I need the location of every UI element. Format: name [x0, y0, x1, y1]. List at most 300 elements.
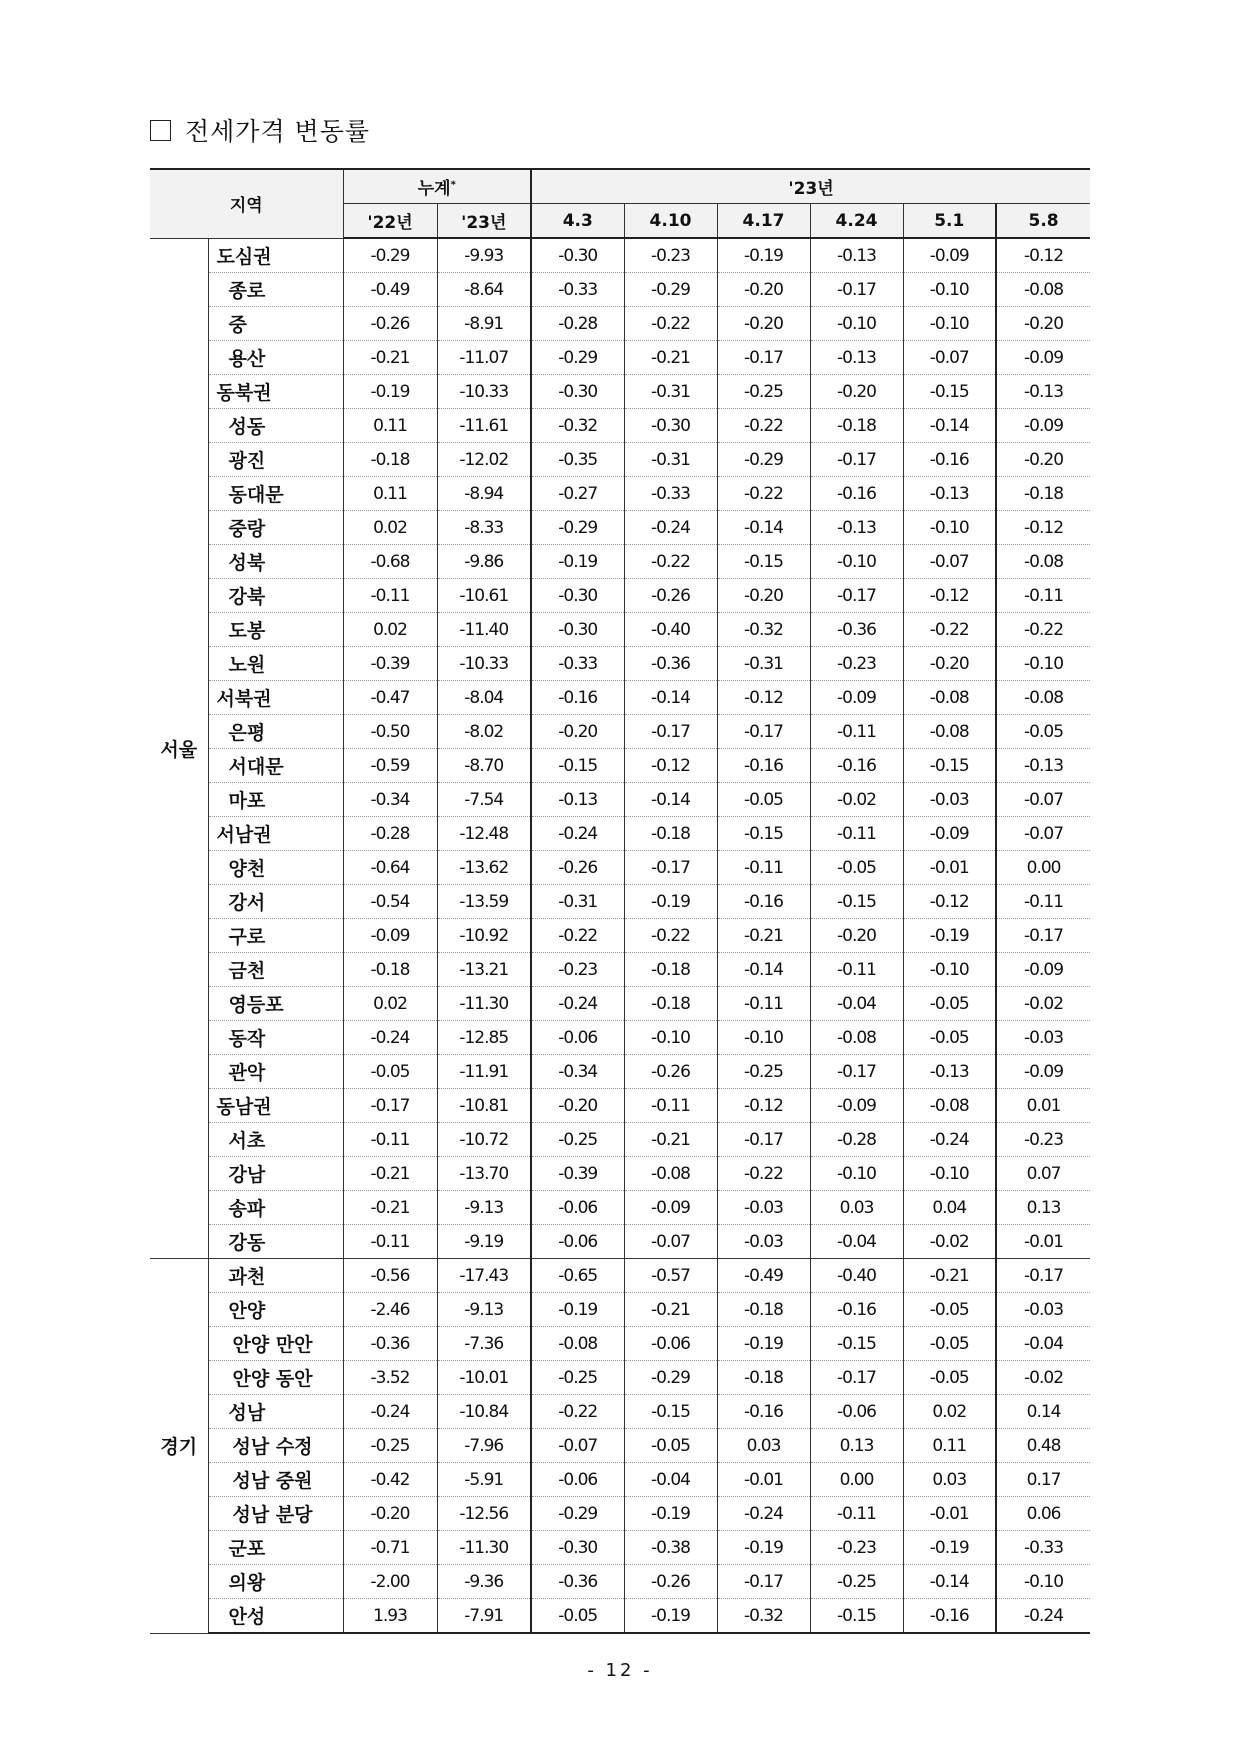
- value-cell: -7.36: [437, 1327, 531, 1361]
- header-col-0: '22년: [343, 204, 437, 239]
- value-cell: -0.12: [624, 749, 717, 783]
- value-cell: -7.54: [437, 783, 531, 817]
- district-name: 성동: [208, 409, 343, 443]
- value-cell: -0.05: [624, 1429, 717, 1463]
- value-cell: -0.08: [624, 1157, 717, 1191]
- value-cell: -0.17: [810, 579, 903, 613]
- district-name: 과천: [208, 1259, 343, 1293]
- value-cell: -0.18: [717, 1293, 810, 1327]
- district-name: 마포: [208, 783, 343, 817]
- table-row: [150, 1361, 1090, 1395]
- value-cell: -0.22: [717, 1157, 810, 1191]
- value-cell: -0.22: [624, 307, 717, 341]
- value-cell: -0.20: [996, 443, 1090, 477]
- table-row: [150, 613, 1090, 647]
- value-cell: -0.05: [903, 987, 996, 1021]
- value-cell: -0.08: [996, 681, 1090, 715]
- value-cell: -10.72: [437, 1123, 531, 1157]
- value-cell: 0.04: [903, 1191, 996, 1225]
- value-cell: -0.26: [624, 579, 717, 613]
- value-cell: 0.13: [996, 1191, 1090, 1225]
- header-col-7: 5.8: [996, 204, 1090, 239]
- value-cell: -0.50: [343, 715, 437, 749]
- value-cell: -0.14: [903, 409, 996, 443]
- header-year23: '23년: [531, 169, 1090, 204]
- district-name: 강서: [208, 885, 343, 919]
- value-cell: -0.01: [717, 1463, 810, 1497]
- value-cell: -0.20: [810, 375, 903, 409]
- value-cell: -0.02: [810, 783, 903, 817]
- district-name: 성남: [208, 1395, 343, 1429]
- value-cell: -0.42: [343, 1463, 437, 1497]
- table-row: [150, 851, 1090, 885]
- value-cell: -11.30: [437, 987, 531, 1021]
- value-cell: -0.12: [996, 511, 1090, 545]
- value-cell: -0.36: [810, 613, 903, 647]
- value-cell: -0.14: [717, 953, 810, 987]
- value-cell: -0.16: [717, 749, 810, 783]
- value-cell: -12.02: [437, 443, 531, 477]
- value-cell: -0.09: [996, 341, 1090, 375]
- value-cell: -0.24: [717, 1497, 810, 1531]
- value-cell: -10.61: [437, 579, 531, 613]
- table-row: [150, 1191, 1090, 1225]
- table-row: [150, 1429, 1090, 1463]
- value-cell: -0.15: [810, 1599, 903, 1634]
- value-cell: 0.03: [717, 1429, 810, 1463]
- value-cell: -0.11: [624, 1089, 717, 1123]
- page-number: - 12 -: [587, 1660, 653, 1681]
- value-cell: -0.18: [624, 817, 717, 851]
- table-row: [150, 341, 1090, 375]
- value-cell: -0.20: [996, 307, 1090, 341]
- value-cell: -0.09: [810, 681, 903, 715]
- value-cell: 0.03: [810, 1191, 903, 1225]
- value-cell: -0.27: [531, 477, 624, 511]
- value-cell: -0.10: [810, 1157, 903, 1191]
- value-cell: -0.16: [810, 477, 903, 511]
- value-cell: -0.06: [810, 1395, 903, 1429]
- table-row: [150, 1327, 1090, 1361]
- value-cell: -0.01: [903, 1497, 996, 1531]
- value-cell: -0.03: [996, 1021, 1090, 1055]
- value-cell: -0.34: [343, 783, 437, 817]
- value-cell: -0.32: [717, 1599, 810, 1634]
- value-cell: -0.25: [531, 1123, 624, 1157]
- value-cell: -5.91: [437, 1463, 531, 1497]
- value-cell: -0.19: [624, 1599, 717, 1634]
- value-cell: -0.25: [531, 1361, 624, 1395]
- value-cell: -0.23: [810, 1531, 903, 1565]
- table-row: [150, 545, 1090, 579]
- value-cell: -0.14: [624, 681, 717, 715]
- value-cell: -0.11: [810, 715, 903, 749]
- value-cell: -0.13: [903, 1055, 996, 1089]
- value-cell: -0.10: [624, 1021, 717, 1055]
- value-cell: -0.40: [810, 1259, 903, 1293]
- value-cell: -0.25: [810, 1565, 903, 1599]
- value-cell: -0.16: [717, 885, 810, 919]
- value-cell: -0.29: [343, 238, 437, 273]
- value-cell: -0.33: [531, 273, 624, 307]
- value-cell: -0.49: [343, 273, 437, 307]
- value-cell: -0.29: [624, 273, 717, 307]
- value-cell: -0.14: [717, 511, 810, 545]
- value-cell: -11.07: [437, 341, 531, 375]
- value-cell: -0.02: [903, 1225, 996, 1259]
- value-cell: -11.30: [437, 1531, 531, 1565]
- table-row: [150, 817, 1090, 851]
- value-cell: -0.16: [717, 1395, 810, 1429]
- district-name: 성남 중원: [208, 1463, 343, 1497]
- value-cell: -11.91: [437, 1055, 531, 1089]
- value-cell: -11.61: [437, 409, 531, 443]
- value-cell: -0.29: [531, 341, 624, 375]
- value-cell: -0.02: [996, 987, 1090, 1021]
- district-name: 송파: [208, 1191, 343, 1225]
- value-cell: -0.01: [903, 851, 996, 885]
- value-cell: -0.10: [996, 1565, 1090, 1599]
- value-cell: -0.18: [717, 1361, 810, 1395]
- value-cell: -0.13: [996, 375, 1090, 409]
- value-cell: -0.09: [343, 919, 437, 953]
- value-cell: -0.26: [531, 851, 624, 885]
- value-cell: -0.34: [531, 1055, 624, 1089]
- value-cell: -0.25: [343, 1429, 437, 1463]
- value-cell: -0.30: [531, 238, 624, 273]
- header-col-1: '23년: [437, 204, 531, 239]
- table-row: [150, 307, 1090, 341]
- value-cell: -0.29: [717, 443, 810, 477]
- district-name: 동남권: [208, 1089, 343, 1123]
- table-row: [150, 1021, 1090, 1055]
- value-cell: -0.05: [343, 1055, 437, 1089]
- value-cell: -0.17: [810, 1361, 903, 1395]
- value-cell: -10.33: [437, 647, 531, 681]
- table-row: [150, 1157, 1090, 1191]
- value-cell: -0.24: [903, 1123, 996, 1157]
- value-cell: -0.19: [624, 885, 717, 919]
- value-cell: -10.92: [437, 919, 531, 953]
- value-cell: -0.17: [717, 715, 810, 749]
- value-cell: -0.28: [343, 817, 437, 851]
- value-cell: -0.09: [624, 1191, 717, 1225]
- value-cell: -0.08: [810, 1021, 903, 1055]
- table-row: [150, 273, 1090, 307]
- table-row: [150, 443, 1090, 477]
- table-row: [150, 885, 1090, 919]
- value-cell: -0.09: [996, 953, 1090, 987]
- district-name: 도심권: [208, 238, 343, 273]
- value-cell: -0.23: [531, 953, 624, 987]
- value-cell: -0.29: [624, 1361, 717, 1395]
- value-cell: -0.18: [624, 987, 717, 1021]
- value-cell: -0.10: [903, 953, 996, 987]
- district-name: 종로: [208, 273, 343, 307]
- value-cell: -0.64: [343, 851, 437, 885]
- district-name: 중랑: [208, 511, 343, 545]
- value-cell: -0.06: [624, 1327, 717, 1361]
- value-cell: -0.68: [343, 545, 437, 579]
- value-cell: -0.17: [996, 1259, 1090, 1293]
- district-name: 영등포: [208, 987, 343, 1021]
- table-row: [150, 681, 1090, 715]
- table-row: [150, 1599, 1090, 1634]
- value-cell: -0.23: [996, 1123, 1090, 1157]
- value-cell: -0.19: [903, 919, 996, 953]
- value-cell: 0.02: [343, 511, 437, 545]
- value-cell: -0.17: [717, 1565, 810, 1599]
- checkbox-square-icon: [150, 120, 171, 141]
- value-cell: -0.21: [624, 1293, 717, 1327]
- value-cell: -10.84: [437, 1395, 531, 1429]
- value-cell: -17.43: [437, 1259, 531, 1293]
- value-cell: 0.17: [996, 1463, 1090, 1497]
- table-row: [150, 238, 1090, 273]
- table-row: [150, 1463, 1090, 1497]
- value-cell: -0.07: [624, 1225, 717, 1259]
- value-cell: -0.23: [624, 238, 717, 273]
- value-cell: -10.33: [437, 375, 531, 409]
- value-cell: -0.22: [624, 919, 717, 953]
- value-cell: -0.31: [624, 443, 717, 477]
- district-name: 서북권: [208, 681, 343, 715]
- value-cell: -0.05: [903, 1293, 996, 1327]
- value-cell: -0.05: [903, 1327, 996, 1361]
- value-cell: 0.13: [810, 1429, 903, 1463]
- value-cell: -0.32: [717, 613, 810, 647]
- value-cell: -10.01: [437, 1361, 531, 1395]
- value-cell: -0.23: [810, 647, 903, 681]
- value-cell: -0.49: [717, 1259, 810, 1293]
- table-row: [150, 1123, 1090, 1157]
- value-cell: -0.26: [343, 307, 437, 341]
- section-title: [150, 112, 370, 148]
- value-cell: -0.33: [996, 1531, 1090, 1565]
- table-row: [150, 1225, 1090, 1259]
- district-name: 동북권: [208, 375, 343, 409]
- value-cell: -0.10: [903, 511, 996, 545]
- table-row: [150, 647, 1090, 681]
- district-name: 의왕: [208, 1565, 343, 1599]
- value-cell: -8.04: [437, 681, 531, 715]
- value-cell: -0.16: [903, 443, 996, 477]
- value-cell: -0.24: [624, 511, 717, 545]
- district-name: 군포: [208, 1531, 343, 1565]
- value-cell: -0.17: [717, 1123, 810, 1157]
- value-cell: 0.11: [343, 409, 437, 443]
- value-cell: -0.24: [343, 1395, 437, 1429]
- value-cell: -0.39: [343, 647, 437, 681]
- district-name: 도봉: [208, 613, 343, 647]
- value-cell: -13.70: [437, 1157, 531, 1191]
- value-cell: -0.29: [531, 511, 624, 545]
- value-cell: -9.93: [437, 238, 531, 273]
- district-name: 안양: [208, 1293, 343, 1327]
- value-cell: -0.17: [343, 1089, 437, 1123]
- value-cell: -0.17: [810, 1055, 903, 1089]
- value-cell: -9.13: [437, 1293, 531, 1327]
- value-cell: -7.96: [437, 1429, 531, 1463]
- value-cell: -0.11: [717, 851, 810, 885]
- value-cell: -0.05: [903, 1021, 996, 1055]
- value-cell: -0.10: [903, 1157, 996, 1191]
- value-cell: 1.93: [343, 1599, 437, 1634]
- value-cell: -0.10: [903, 307, 996, 341]
- value-cell: -0.25: [717, 1055, 810, 1089]
- value-cell: -0.05: [531, 1599, 624, 1634]
- value-cell: -0.19: [903, 1531, 996, 1565]
- value-cell: -8.02: [437, 715, 531, 749]
- value-cell: -0.22: [531, 1395, 624, 1429]
- value-cell: -0.12: [903, 579, 996, 613]
- value-cell: -0.11: [810, 953, 903, 987]
- value-cell: -0.19: [717, 238, 810, 273]
- value-cell: -0.11: [717, 987, 810, 1021]
- value-cell: -0.17: [810, 443, 903, 477]
- value-cell: -13.62: [437, 851, 531, 885]
- table-row: [150, 1497, 1090, 1531]
- table-row: [150, 715, 1090, 749]
- value-cell: -0.10: [903, 273, 996, 307]
- value-cell: -0.22: [996, 613, 1090, 647]
- value-cell: -0.13: [810, 341, 903, 375]
- value-cell: 0.02: [343, 613, 437, 647]
- value-cell: -9.36: [437, 1565, 531, 1599]
- value-cell: -0.18: [624, 953, 717, 987]
- table-row: [150, 375, 1090, 409]
- value-cell: -0.12: [996, 238, 1090, 273]
- value-cell: -0.15: [903, 375, 996, 409]
- value-cell: -0.09: [996, 1055, 1090, 1089]
- value-cell: -0.21: [624, 341, 717, 375]
- table-row: [150, 1055, 1090, 1089]
- value-cell: -0.65: [531, 1259, 624, 1293]
- value-cell: -0.08: [903, 1089, 996, 1123]
- value-cell: -0.15: [531, 749, 624, 783]
- district-name: 용산: [208, 341, 343, 375]
- value-cell: -0.15: [810, 885, 903, 919]
- value-cell: -0.09: [996, 409, 1090, 443]
- value-cell: -0.04: [810, 1225, 903, 1259]
- value-cell: -0.24: [531, 817, 624, 851]
- value-cell: -2.46: [343, 1293, 437, 1327]
- table-row: [150, 953, 1090, 987]
- value-cell: -0.12: [717, 1089, 810, 1123]
- value-cell: -0.21: [717, 919, 810, 953]
- value-cell: -0.05: [717, 783, 810, 817]
- value-cell: -0.03: [717, 1225, 810, 1259]
- value-cell: -0.26: [624, 1565, 717, 1599]
- table-row: [150, 1531, 1090, 1565]
- value-cell: -0.13: [903, 477, 996, 511]
- value-cell: -0.16: [903, 1599, 996, 1634]
- value-cell: -0.24: [531, 987, 624, 1021]
- value-cell: -0.18: [810, 409, 903, 443]
- district-name: 성북: [208, 545, 343, 579]
- value-cell: -0.07: [903, 545, 996, 579]
- district-name: 노원: [208, 647, 343, 681]
- value-cell: -0.05: [996, 715, 1090, 749]
- value-cell: -0.13: [810, 238, 903, 273]
- region-label: 경기: [150, 1259, 208, 1634]
- value-cell: -0.19: [343, 375, 437, 409]
- header-col-3: 4.10: [624, 204, 717, 239]
- value-cell: -0.26: [624, 1055, 717, 1089]
- table-row: [150, 511, 1090, 545]
- value-cell: -0.03: [903, 783, 996, 817]
- value-cell: -0.12: [903, 885, 996, 919]
- value-cell: -0.03: [717, 1191, 810, 1225]
- value-cell: -0.11: [810, 817, 903, 851]
- value-cell: -0.22: [903, 613, 996, 647]
- district-name: 서초: [208, 1123, 343, 1157]
- header-col-4: 4.17: [717, 204, 810, 239]
- value-cell: -0.04: [810, 987, 903, 1021]
- value-cell: -0.05: [903, 1361, 996, 1395]
- value-cell: -7.91: [437, 1599, 531, 1634]
- value-cell: -0.24: [996, 1599, 1090, 1634]
- value-cell: -0.09: [810, 1089, 903, 1123]
- table-row: [150, 987, 1090, 1021]
- value-cell: -10.81: [437, 1089, 531, 1123]
- table-row: [150, 477, 1090, 511]
- value-cell: -0.15: [810, 1327, 903, 1361]
- value-cell: 0.14: [996, 1395, 1090, 1429]
- value-cell: -0.01: [996, 1225, 1090, 1259]
- table-row: [150, 1089, 1090, 1123]
- district-name: 양천: [208, 851, 343, 885]
- header-col-2: 4.3: [531, 204, 624, 239]
- table-row: [150, 749, 1090, 783]
- value-cell: -0.18: [343, 953, 437, 987]
- table-row: [150, 409, 1090, 443]
- value-cell: -0.40: [624, 613, 717, 647]
- table-row: [150, 1395, 1090, 1429]
- value-cell: -0.15: [903, 749, 996, 783]
- value-cell: 0.00: [810, 1463, 903, 1497]
- value-cell: -0.10: [810, 307, 903, 341]
- value-cell: -12.56: [437, 1497, 531, 1531]
- value-cell: -0.11: [343, 1225, 437, 1259]
- value-cell: -0.19: [717, 1327, 810, 1361]
- district-name: 성남 분당: [208, 1497, 343, 1531]
- value-cell: -0.18: [996, 477, 1090, 511]
- value-cell: -0.31: [717, 647, 810, 681]
- value-cell: -0.22: [531, 919, 624, 953]
- value-cell: -0.31: [531, 885, 624, 919]
- value-cell: -0.15: [717, 545, 810, 579]
- value-cell: -0.36: [531, 1565, 624, 1599]
- value-cell: -0.21: [343, 1157, 437, 1191]
- district-name: 관악: [208, 1055, 343, 1089]
- jeonse-price-change-table: [150, 168, 1090, 1634]
- value-cell: -0.33: [624, 477, 717, 511]
- value-cell: -0.47: [343, 681, 437, 715]
- value-cell: 0.48: [996, 1429, 1090, 1463]
- value-cell: -0.14: [624, 783, 717, 817]
- value-cell: -0.20: [903, 647, 996, 681]
- district-name: 중: [208, 307, 343, 341]
- value-cell: -0.04: [996, 1327, 1090, 1361]
- value-cell: 0.01: [996, 1089, 1090, 1123]
- value-cell: -0.19: [624, 1497, 717, 1531]
- value-cell: 0.11: [903, 1429, 996, 1463]
- value-cell: -0.21: [903, 1259, 996, 1293]
- value-cell: -0.22: [717, 409, 810, 443]
- value-cell: -0.19: [531, 545, 624, 579]
- header-cumulative: 누계*: [343, 169, 531, 204]
